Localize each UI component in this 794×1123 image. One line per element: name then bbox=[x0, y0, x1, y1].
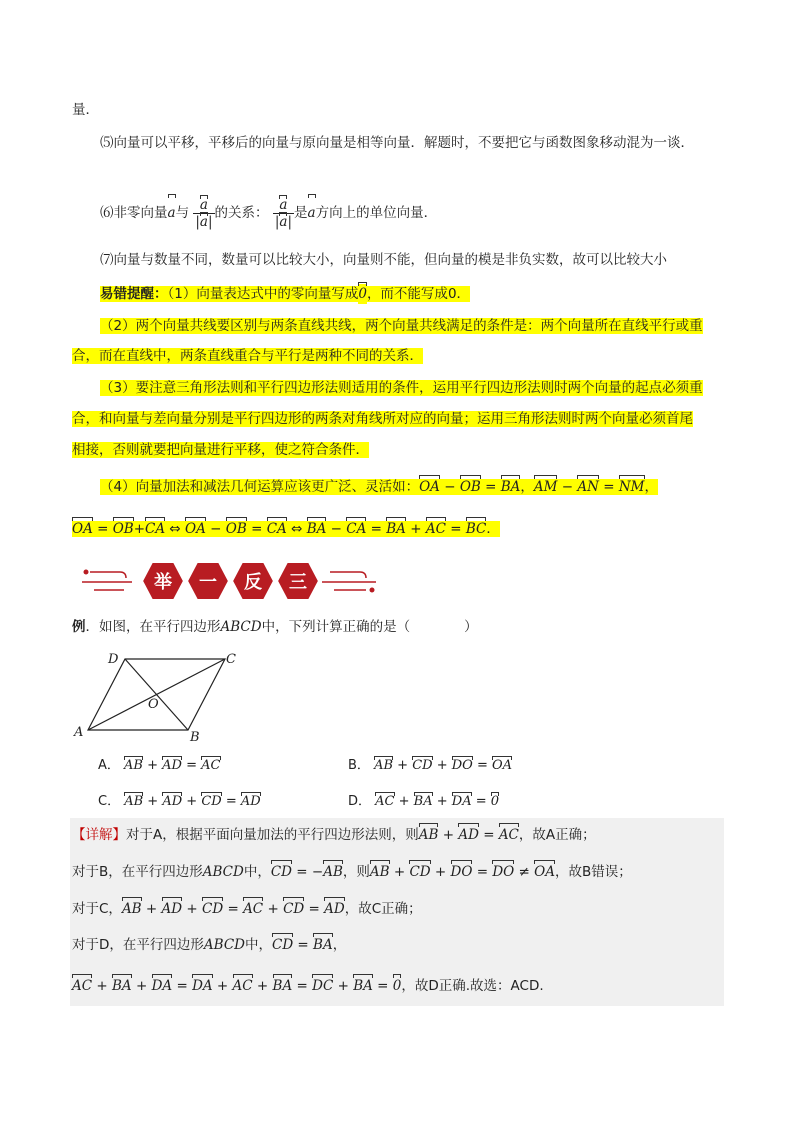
option-d[interactable]: D． AC + BA + DA = 0 bbox=[348, 794, 500, 809]
label-b: B bbox=[190, 730, 200, 745]
fraction: $\frac{a}{|a|}$ bbox=[195, 196, 213, 230]
text-line: ⑹非零向量a与 $\frac{a}{|a|}$ 的关系： $\frac{a}{|a|}$ 是a方向上的单位向量． bbox=[100, 196, 438, 230]
error-tip-line: 相接，否则就要把向量进行平移，使之符合条件． bbox=[72, 442, 369, 458]
banner-char: 一 bbox=[199, 572, 217, 593]
text-line: ⑸向量可以平移，平移后的向量与原向量是相等向量．解题时，不要把它与函数图象移动混为一谈． bbox=[100, 135, 694, 151]
section-banner bbox=[80, 558, 380, 604]
error-tip-line: （3）要注意三角形法则和平行四边形法则适用的条件，运用平行四边形法则时两个向量的起点必须重 bbox=[100, 380, 703, 396]
error-tip-line: 合，而在直线中，两条直线重合与平行是两种不同的关系． bbox=[72, 348, 423, 364]
banner-char: 反 bbox=[244, 572, 262, 593]
banner-char: 三 bbox=[289, 572, 307, 593]
error-tip-line: （2）两个向量共线要区别与两条直线共线，两个向量共线满足的条件是：两个向量所在直线平行或重 bbox=[100, 318, 703, 334]
fraction: $\frac{a}{|a|}$ bbox=[274, 196, 293, 230]
error-tip-line: 合，和向量与差向量分别是平行四边形的两条对角线所对应的向量；运用三角形法则时两个向量必须首尾 bbox=[72, 411, 693, 427]
label-a: A bbox=[74, 725, 84, 740]
text-line: ⑺向量与数量不同，数量可以比较大小，向量则不能，但向量的模是非负实数，故可以比较大小 bbox=[100, 252, 667, 268]
banner-char: 举 bbox=[154, 572, 172, 593]
label-c: C bbox=[226, 652, 236, 667]
error-tip-line: 易错提醒：（1）向量表达式中的零向量写成0，而不能写成0． bbox=[100, 286, 471, 302]
example-question: 例．如图，在平行四边形ABCD中，下列计算正确的是（ ） bbox=[72, 619, 478, 635]
answer-line: 对于B，在平行四边形ABCD中，CD = −AB，则AB + CD + DO = DO ≠ OA，故B错误； bbox=[72, 864, 632, 880]
option-c[interactable]: C． AB + AD + CD = AD bbox=[98, 794, 261, 809]
answer-line: 【详解】对于A，根据平面向量加法的平行四边形法则，则AB + AD = AC，故A正确； bbox=[72, 827, 596, 843]
label-o: O bbox=[148, 697, 159, 712]
option-a[interactable]: A． AB + AD = AC bbox=[98, 758, 221, 773]
answer-line: 对于C，AB + AD + CD = AC + CD = AD，故C正确； bbox=[72, 901, 422, 917]
answer-line: AC + BA + DA = DA + AC + BA = DC + BA = 0，故D正确.故选：ACD. bbox=[72, 978, 544, 994]
label-d: D bbox=[108, 652, 119, 667]
formula-line: OA = OB+CA ⇔ OA − OB = CA ⇔ BA − CA = BA + AC = BC． bbox=[72, 521, 500, 537]
parallelogram-figure bbox=[70, 645, 250, 745]
option-b[interactable]: B． AB + CD + DO = OA bbox=[348, 758, 513, 773]
diagonal-bd bbox=[125, 659, 188, 730]
error-tip-line: （4）向量加法和减法几何运算应该更广泛、灵活如：OA − OB = BA，AM − AN = NM， bbox=[100, 479, 658, 495]
text-line: 量． bbox=[72, 102, 99, 118]
answer-line: 对于D，在平行四边形ABCD中，CD = BA， bbox=[72, 937, 347, 953]
